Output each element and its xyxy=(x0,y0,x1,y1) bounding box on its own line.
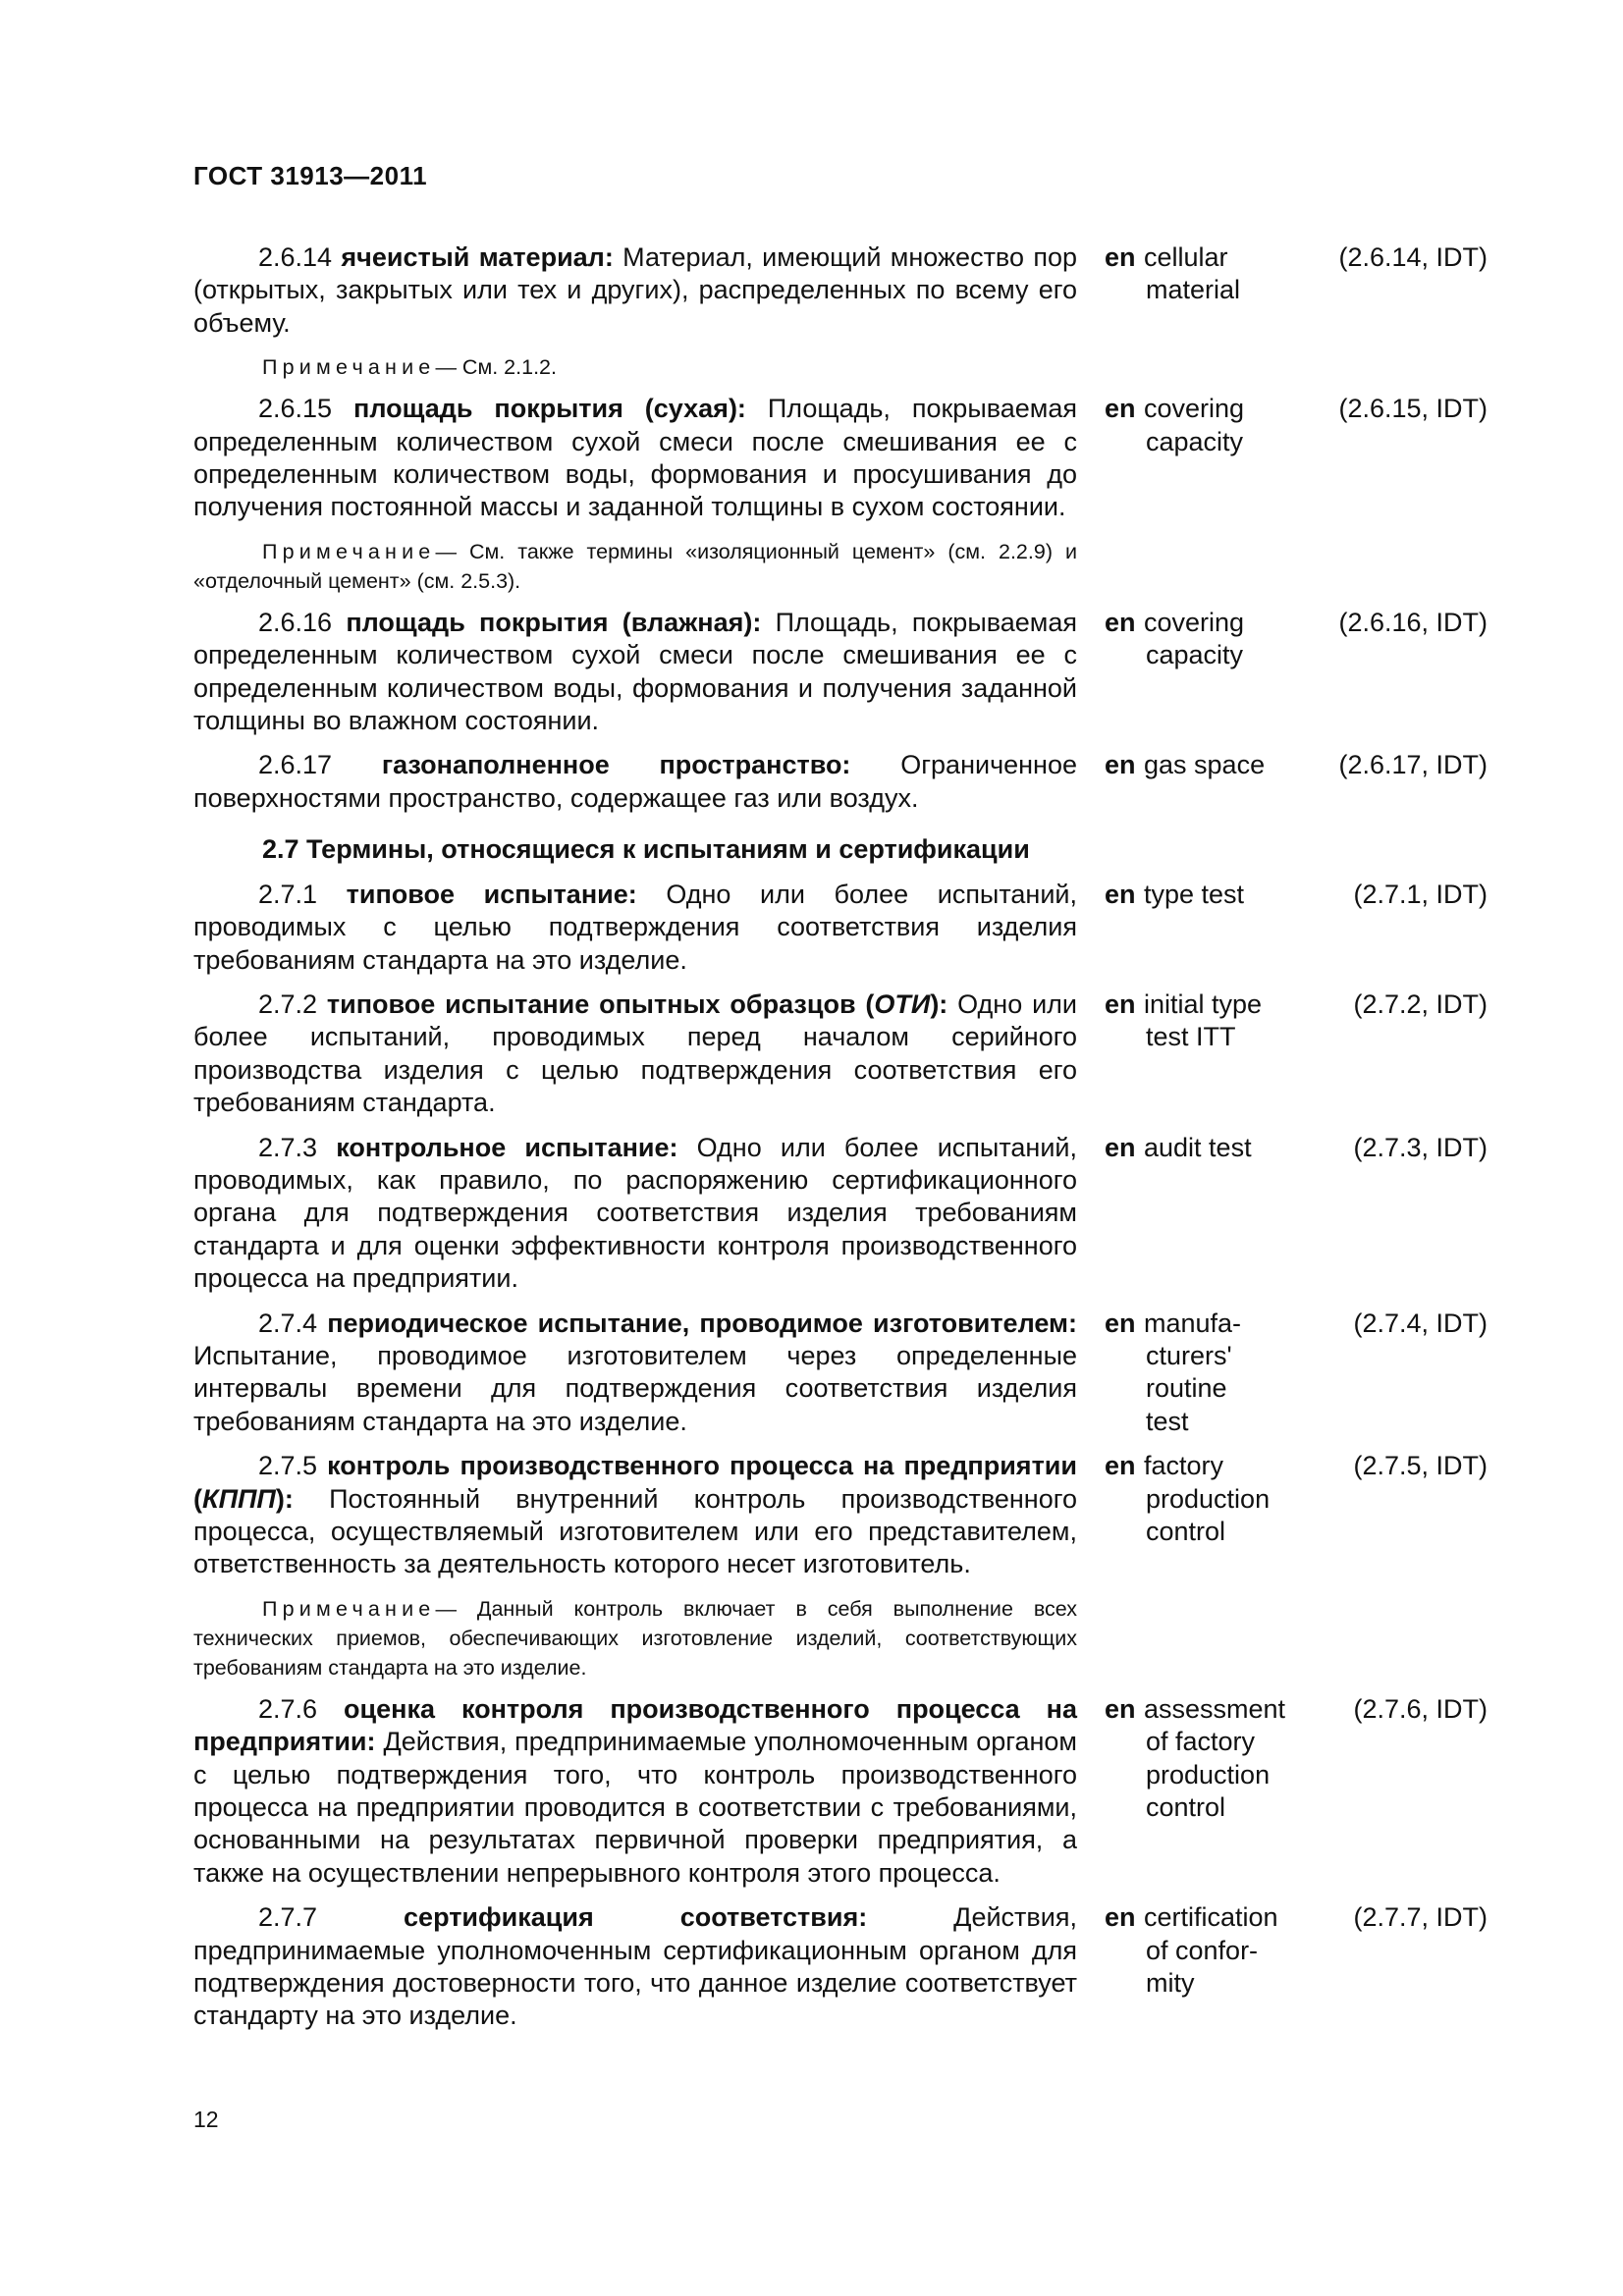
term-entry-2-7-2 xyxy=(193,988,1488,1120)
standard-reference: (2.7.7, IDT) xyxy=(1353,1902,1488,1933)
term-entry-2-7-6 xyxy=(193,1693,1488,1890)
term-definition: 2.7.6 оценка контроля производственного процесса на предприятии: Действия, предпринимаемые уполномоченным органом с целью подтверждения того, что контроль производственного процесса на предприятии проводится в соответствии с требованиями, основанными на результатах первичной проверки предприятия, а также на осуществлении непрерывного контроля этого процесса. xyxy=(193,1693,1077,1888)
term-entry-2-6-16 xyxy=(193,607,1488,738)
english-equivalent: en manufa- cturers' routine test xyxy=(1105,1308,1242,1436)
term-name: газонаполненное пространство: xyxy=(381,750,851,780)
english-equivalent: en covering capacity xyxy=(1105,607,1245,670)
english-equivalent: en audit test xyxy=(1105,1132,1252,1162)
standard-reference: (2.7.1, IDT) xyxy=(1353,879,1488,909)
english-equivalent: en factory production control xyxy=(1105,1451,1271,1546)
note: Примечание— См. 2.1.2. xyxy=(262,355,557,380)
term-entry-2-6-15 xyxy=(193,393,1488,524)
english-equivalent: en initial type test ITT xyxy=(1105,988,1263,1052)
standard-reference: (2.6.14, IDT) xyxy=(1338,242,1488,272)
term-entry-2-7-4 xyxy=(193,1308,1488,1439)
english-equivalent: en cellular material xyxy=(1105,242,1241,305)
note: Примечание— См. также термины «изоляционный цемент» (см. 2.2.9) и «отделочный цемент» (см. 2.5.3). xyxy=(193,539,1077,593)
english-equivalent: en type test xyxy=(1105,879,1245,909)
english-equivalent: en covering capacity xyxy=(1105,394,1245,456)
term-definition: 2.6.14 ячеистый материал: Материал, имеющий множество пор (открытых, закрытых или тех и других), распределенных по всему его объему. xyxy=(193,242,1077,338)
term-entry-2-7-7 xyxy=(193,1901,1488,2033)
note: Примечание— Данный контроль включает в себя выполнение всех технических приемов, обеспечивающих изготовление изделий, соответствующих требованиям стандарта на это изделие. xyxy=(193,1596,1077,1680)
terms-list xyxy=(193,241,1488,2033)
english-equivalent: en certification of confor- mity xyxy=(1105,1902,1278,1999)
term-definition: 2.7.4 периодическое испытание, проводимое изготовителем: Испытание, проводимое изготовителем через определенные интервалы времени для подтверждения соответствия изделия требованиям стандарта на это изделие. xyxy=(193,1308,1077,1436)
term-definition: 2.6.15 площадь покрытия (сухая): Площадь, покрываемая определенным количеством сухой смеси после смешивания ее с определенным количеством воды, формования и просушивания до получения постоянной массы и заданной толщины в сухом состоянии. xyxy=(193,394,1077,522)
term-definition: 2.6.16 площадь покрытия (влажная): Площадь, покрываемая определенным количеством сухой смеси после смешивания ее с определенным количеством воды, формования и получения заданной толщины во влажном состоянии. xyxy=(193,607,1077,736)
term-definition: 2.6.17 газонаполненное пространство: Ограниченное поверхностями пространство, содержащее газ или воздух. xyxy=(193,750,1077,813)
standard-reference: (2.7.6, IDT) xyxy=(1353,1693,1488,1724)
term-name: контрольное испытание: xyxy=(336,1132,678,1162)
term-name: контроль производственного процесса на предприятии (КППП): xyxy=(193,1451,1077,1514)
term-abbreviation: ОТИ xyxy=(874,988,931,1019)
english-equivalent: en gas space xyxy=(1105,750,1266,780)
page-number: 12 xyxy=(193,2107,219,2132)
term-entry-2-6-14 xyxy=(193,241,1488,340)
standard-reference: (2.6.16, IDT) xyxy=(1338,607,1488,637)
term-entry-2-7-5 xyxy=(193,1450,1488,1581)
term-definition: 2.7.5 контроль производственного процесса на предприятии (КППП): Постоянный внутренний контроль производственного процесса, осуществляемый изготовителем или его представителем, ответственность за деятельность которого несет изготовитель. xyxy=(193,1451,1077,1579)
term-entry-2-7-3 xyxy=(193,1132,1488,1296)
term-entry-2-7-1 xyxy=(193,879,1488,977)
term-name: площадь покрытия (влажная): xyxy=(346,607,762,637)
standard-reference: (2.7.4, IDT) xyxy=(1353,1308,1488,1338)
term-definition: 2.7.3 контрольное испытание: Одно или более испытаний, проводимых, как правило, по распоряжению сертификационного органа для подтверждения соответствия изделия требованиям стандарта и для оценки эффективности контроля производственного процесса на предприятии. xyxy=(193,1132,1077,1294)
term-name: типовое испытание опытных образцов (ОТИ): xyxy=(326,988,948,1019)
term-name: оценка контроля производственного процесса на предприятии: xyxy=(193,1693,1077,1757)
term-entry-2-6-17 xyxy=(193,749,1488,815)
term-name: периодическое испытание, проводимое изготовителем: xyxy=(327,1308,1077,1338)
standard-reference: (2.6.15, IDT) xyxy=(1338,394,1488,424)
term-name: площадь покрытия (сухая): xyxy=(353,394,746,424)
standard-reference: (2.6.17, IDT) xyxy=(1338,750,1488,780)
standard-reference: (2.7.3, IDT) xyxy=(1353,1132,1488,1162)
standard-reference: (2.7.5, IDT) xyxy=(1353,1451,1488,1481)
term-name: сертификация соответствия: xyxy=(404,1902,868,1933)
term-definition: 2.7.2 типовое испытание опытных образцов (ОТИ): Одно или более испытаний, проводимых перед началом серийного производства изделия с целью подтверждения соответствия его требованиям стандарта. xyxy=(193,988,1077,1118)
document-header: ГОСТ 31913—2011 xyxy=(193,161,428,190)
english-equivalent: en assessment of factory production control xyxy=(1105,1693,1286,1823)
term-definition: 2.7.1 типовое испытание: Одно или более испытаний, проводимых с целью подтверждения соответствия изделия требованиям стандарта на это изделие. xyxy=(193,879,1077,975)
term-abbreviation: КППП xyxy=(202,1483,276,1514)
term-definition: 2.7.7 сертификация соответствия: Действия, предпринимаемые уполномоченным сертификационным органом для подтверждения достоверности того, что данное изделие соответствует стандарту на это изделие. xyxy=(193,1902,1077,2031)
term-name: типовое испытание: xyxy=(346,879,637,909)
term-name: ячеистый материал: xyxy=(341,242,614,272)
section-heading: 2.7 Термины, относящиеся к испытаниям и сертификации xyxy=(262,834,1030,865)
standard-reference: (2.7.2, IDT) xyxy=(1353,988,1488,1019)
